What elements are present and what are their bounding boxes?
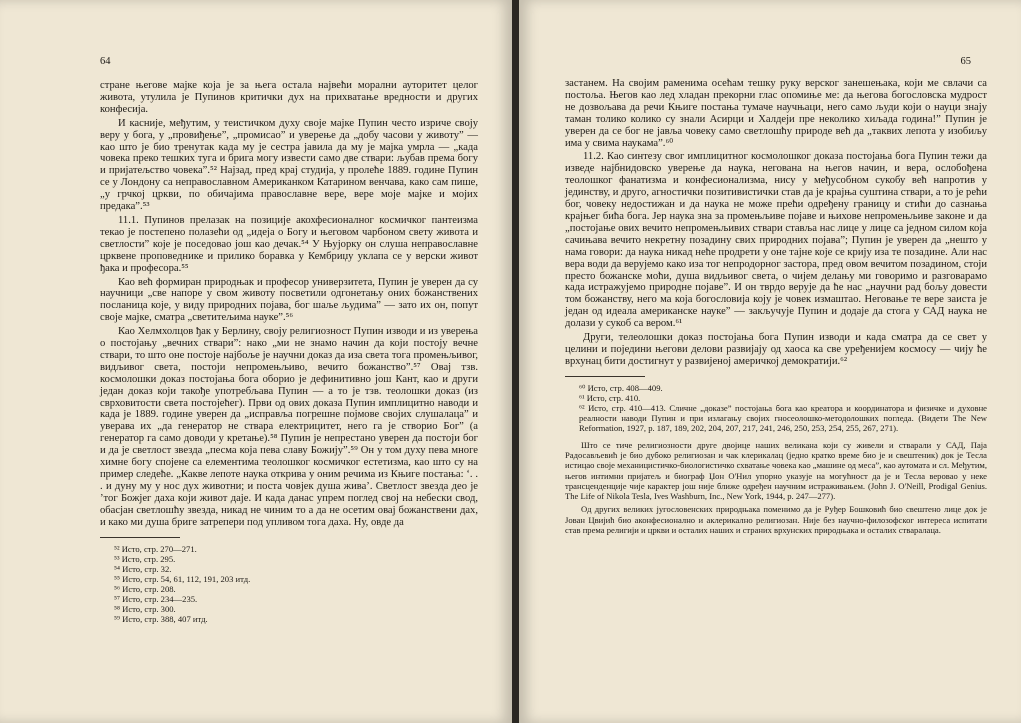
- paragraph: 11.2. Као синтезу свог имплицитног космолошког доказа постојања бога Пупин тежи да изведе најбнидовско уверење да наука, негована на његов начин, и вера, ослобођена теолошког фанатизма и конфесионализма, нису у међусобном сукобу већ напротив у јединству, и друго, агностички позитивистички став да је крајња суштина ствари, а то је рећи бог, човеку недостижан и да наука не може прећи одређену границу и стићи до сазнања крајњег бића бога. Јер наука зна за промењљиве појаве и њихове непромењљиве законе и да „постојање ових вечито непромењљивих ствари ставља нас лице у лице са једном силом која сачињава вечито некретну позадину свих природних појава”; Пупин је уверен да „нешто у нама говори: да наука никад неће продрети у оне тајне које се крију иза те позадине. Али нас вера води да верујемо како иза тог непродорног застора, пред овом вечитом позадином, стоји престо божанске моћи, душа видљивог света, о чијем делању ми говоримо и разговарамо када истражујемо природне појаве”. И он тврдо верује да ће нас „научни рад бољу довести том божанству, него ма која богословија коју је човек измаштао. Неговање те вере заиста је један од идеала американске науке” — закључује Пупин и додаје да стога у САД наука не долази у сукоб са вером.⁶¹: [565, 151, 987, 330]
- note-paragraph: Од других великих југословенских природњака поменимо да је Руђер Бошковић био свештено лице док је Јован Цвијић био аконфесионално и аклерикално религиозан. Није без научно-филозофског интереса испитати став према религији и цркви и осталих наших и страних врхунских природњака и осталих стваралаца.: [565, 504, 987, 536]
- footnote: ⁵⁵ Исто, стр. 54, 61, 112, 191, 203 итд.: [114, 573, 251, 584]
- paragraph: стране његове мајке која је за њега остала највећи морални ауторитет целог живота, утулила је Пупинов критички дух на прихватање вредности и других конфесија.: [100, 80, 478, 115]
- right-body: [565, 78, 987, 535]
- footnote: ⁶² Исто, стр. 410—413. Сличне „доказе” постојања бога као креатора и координатора и физичке и духовне реалности наводи Пупин и при излагању својих гносеолошко-методолошких погледа. (Видети The New Reformation, 1927, р. 187, 189, 202, 204, 207, 217, 241, 246, 250, 253, 254, 255, 267, 271).: [579, 402, 987, 434]
- footnote: ⁵³ Исто, стр. 295.: [114, 553, 176, 564]
- paragraph: Други, телеолошки доказ постојања бога Пупин изводи и када сматра да се свет у целини и поједини његови делови развијају од хаоса ка све уређенијем космосу — чију ће врхунац бити достигнут у развијеној америчкој демократији.⁶²: [565, 332, 987, 367]
- paragraph: Као већ формиран природњак и професор универзитета, Пупин је уверен да су научници „све напоре у свом животу посветили одгонетању оних божанствених посланица које, у виду природних појава, бог шаље људима” — зато их он, попут своје мајке, сматра „светитељима науке”.⁵⁶: [100, 276, 478, 324]
- right-page: [519, 0, 1021, 723]
- footnote-divider: [100, 537, 180, 538]
- footnote: ⁶¹ Исто, стр. 410.: [579, 392, 641, 403]
- page-number-left: 64: [100, 56, 111, 67]
- footnote: ⁵⁸ Исто, стр. 300.: [114, 603, 176, 614]
- footnote: ⁵² Исто, стр. 270—271.: [114, 543, 197, 554]
- footnote: ⁵⁶ Исто, стр. 208.: [114, 583, 176, 594]
- footnote: ⁵⁷ Исто, стр. 234—235.: [114, 593, 198, 604]
- paragraph: Као Хелмхолцов ђак у Берлину, своју религиозност Пупин изводи и из уверења о постојању „вечних ствари”: нако „ми не знамо начин да који постоју вечне ствари, то што оне постоје најбоље је научни доказ да иза светa тога промењљивог, видљивог света, постоји непромењљиво, вечито божанство”.⁵⁷ Овај тзв. космолошки доказ постојања бога оборио је дефинитивно још Кант, као и други један доказ који такође употребљава Пупин — а то је тзв. теолошки доказ (из сврховитости света постојећег). Први од ових доказа Пупин имплицитно наводи и када је 1889. године уверен да „исправља погрешне појмове својих слушалаца” и уверава их „да генератор не ствара електрицитет, него га је створио Бог” (а генератор га само доводи у кретање).⁵⁸ Пупин је непрестано уверен да постоји бог и да је светлост звезда „песма која пева славу Божију”.⁵⁹ Он у том духу пева многе химне богу спојене са елементима теолошког космичког естетизма, као што су на пример следеће. „Какве лепоте наука открива у оним речима из Књиге постања: ‘. . . и дуну му у нос дух животни; и поста човјек душа жива’. Светлост звезда део је ’тог Божјег даха који живот даје. И када данас упрем поглед свој на небески свод, обасјан светлошћу звезда, никад не чиним то а да не осетим овај божанствени дах, и како ми душа бриге затрепери под упливом тога даха. Ну, овде да: [100, 326, 478, 528]
- paragraph: И касније, међутим, у теистичком духу своје мајке Пупин често изриче своју веру у бога, у „провиђење”, „промисао” и уверење да „добу часови у животу” — као што је био тренутак када му је сестра јавила да му је мајка умрла — „када човека преко тешких туга и брига могу извести само две ствари: љубав према богу и пријатељство човека”.⁵² Најзад, пред крај студија, у пролеће 1889. године Пупин се у Лондону са неправославном Американком Катарином венчава, како сам пише, „у грчкој цркви, по обичајима православне вере, вере моје мајке и мојих предака”.⁵³: [100, 117, 478, 213]
- footnotes-left: [100, 544, 478, 624]
- footnote-divider: [565, 376, 645, 377]
- book-gutter: [512, 0, 519, 723]
- left-body: [100, 80, 478, 624]
- paragraph: застанем. На својим раменима осећам тешку руку верског занешењака, који ме свлачи са постоља. Његов као лед хладан прекорни глас опомиње ме: да његова богословска мудрост не дозвољава да речи Књиге постања тумаче научњаци, него само људи који о науци знају таман толико колико су знали Асирци и Халдеји пре неколико хиљада година!” Пупин је уверен да се бог не јавља човеку само светлошћу природе већ да „таквих лепота у изобиљу има у свима наукама”.⁶⁰: [565, 78, 987, 149]
- footnote-notes: [565, 440, 987, 536]
- footnote: ⁵⁹ Исто, стр. 388, 407 итд.: [114, 613, 208, 624]
- note-paragraph: Што се тиче религиозности друге двојице наших великана који су живели и стварали у САД, Паја Радосављевић је био дубоко религиозан и чак клерикалац (једно кратко време био је и свештеник) док је Тесла истицао своје механицистичко-биологистичко схватање човека као „машине од меса”, као аутомата и сл. Међутим, његов интимни пријатељ и биограф Џон О'Нил упорно указује на могућност да је и Тесла веровао у неке трансценденције чије карактер још није ближе одређен научним истраживањем. (John J. O'Neill, Prodigal Genius. The Life of Nikola Tesla, Ives Washburn, Inc., New York, 1944, р. 247—277).: [565, 439, 987, 502]
- paragraph: 11.1. Пупинов прелазак на позиције акохфесионалног космичког пантеизма текао је постепено полазећи од „идеја о Богу и његовом чарбоном свету живота и светлости” које је поседовао још као дечак.⁵⁴ У Њујорку он слуша неправославне црквене проповеднике и прилико боравка у Кембриџу уклапа се у верски живот ђака и професора.⁵⁵: [100, 214, 478, 274]
- page-number-right: 65: [960, 56, 971, 67]
- footnote: ⁵⁴ Исто, стр. 32.: [114, 563, 172, 574]
- footnotes-right: [565, 383, 987, 434]
- footnote: ⁶⁰ Исто, стр. 408—409.: [579, 382, 663, 393]
